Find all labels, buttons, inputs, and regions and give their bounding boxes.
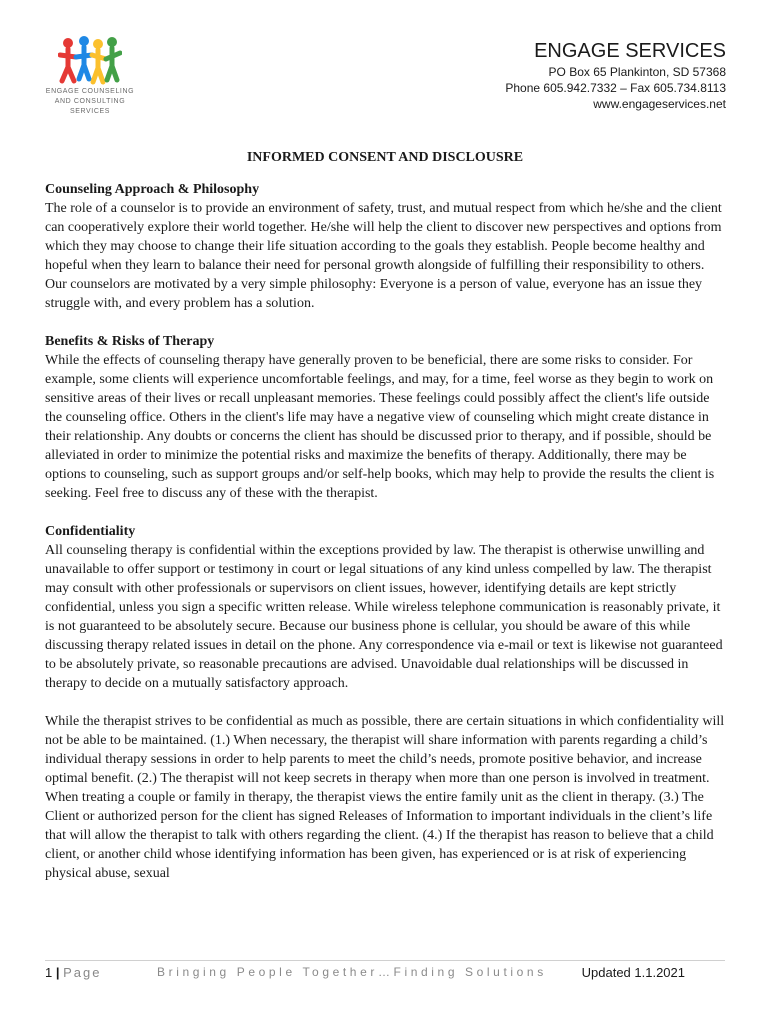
company-address: PO Box 65 Plankinton, SD 57368 [548,65,726,79]
logo-text-line-3: SERVICES [69,108,111,115]
page-word: Page [63,965,102,980]
page-separator: | [55,965,60,980]
section-heading: Benefits & Risks of Therapy [45,334,215,349]
section-paragraph: The role of a counselor is to provide an environment of safety, trust, and mutual respect from which he/she and the client can cooperatively explore their world together. He/she will help the client to discover new perspectives and options from which they may choose to change their life situation according to the goals they establish. People become healthy and hopeful when they learn to balance their need for personal growth alongside of fulfilling their responsibility to others. Our counselors are motivated by a very simple philosophy: Everyone is a person of value, everyone has an issue they struggle with, and every problem has a solution. [45,201,722,311]
section-paragraph: While the therapist strives to be confidential as much as possible, there are certain situations in which confidentiality will not be able to be maintained. (1.) When necessary, the therapist will share information with parents regarding a child’s individual therapy sessions in order to help parents to meet the child’s needs, promote positive behavior, and increase optimal benefit. (2.) The therapist will not keep secrets in therapy when more than one person is involved in treatment. When treating a couple or family in therapy, the therapist views the entire family unit as the client in therapy. (3.) The Client or authorized person for the client has signed Releases of Information to important individuals in the client’s life that will allow the therapist to talk with others regarding the client. (4.) If the therapist has reason to believe that a child client, or another child whose identifying information has been given, has experienced or is at risk of experiencing physical abuse, sexual [45,714,725,881]
page-number: 1 [45,965,53,980]
section-paragraph: All counseling therapy is confidential within the exceptions provided by law. The therapist is otherwise unwilling and unavailable to offer support or testimony in court or legal situations of any kind unless compelled by law. The therapist may consult with other professionals or supervisors on client issues, however, identifying details are kept strictly confidential, unless you sign a specific written release. While wireless telephone communication is reasonably private, it is not guaranteed to be absolutely secure. Because our business phone is cellular, you should be aware of this while discussing therapy related issues in detail on the phone. Any correspondence via e-mail or text is likewise not guaranteed to be absolutely private, so reasonable precautions are advised. Unavoidable dual relationships will be discussed in therapy to decide on a mutually satisfactory approach. [45,543,723,691]
people-holding-hands-logo-icon [58,35,122,87]
section-confidentiality [45,522,725,883]
document-title: INFORMED CONSENT AND DISCLOUSRE [246,150,524,165]
logo-text-line-2: AND CONSULTING [54,98,126,105]
logo-text [40,87,140,117]
section-benefits-risks [45,332,725,503]
company-phone-fax: Phone 605.942.7332 – Fax 605.734.8113 [505,81,726,95]
document-body [45,180,725,902]
company-name: ENGAGE SERVICES [534,40,726,62]
company-info [505,38,726,112]
page-number-label [45,965,102,980]
company-logo [40,35,140,125]
section-heading: Confidentiality [45,524,136,539]
section-heading: Counseling Approach & Philosophy [45,182,260,197]
company-website: www.engageservices.net [593,97,726,111]
page-footer [45,960,725,985]
footer-tagline: Bringing People Together…Finding Solutions [157,965,547,979]
logo-text-line-1: ENGAGE COUNSELING [45,88,135,95]
section-paragraph: While the effects of counseling therapy have generally proven to be beneficial, there are some risks to consider. For example, some clients will experience uncomfortable feelings, and may, for a time, feel worse as they begin to work on sensitive areas of their lives or recall unpleasant memories. These feelings could possibly affect the client's life outside the counseling office. Others in the client's life may have a negative view of counseling which might create distance in their relationship. Any doubts or concerns the client has should be discussed prior to therapy, and if possible, should be alleviated in order to minimize the potential risks and maximize the benefits of therapy. Additionally, there may be options to counseling, such as support groups and/or self-help books, which may help to provide the results the client is seeking. Feel free to discuss any of these with the therapist. [45,353,715,501]
updated-date: Updated 1.1.2021 [581,965,685,980]
section-counseling-approach [45,180,725,313]
